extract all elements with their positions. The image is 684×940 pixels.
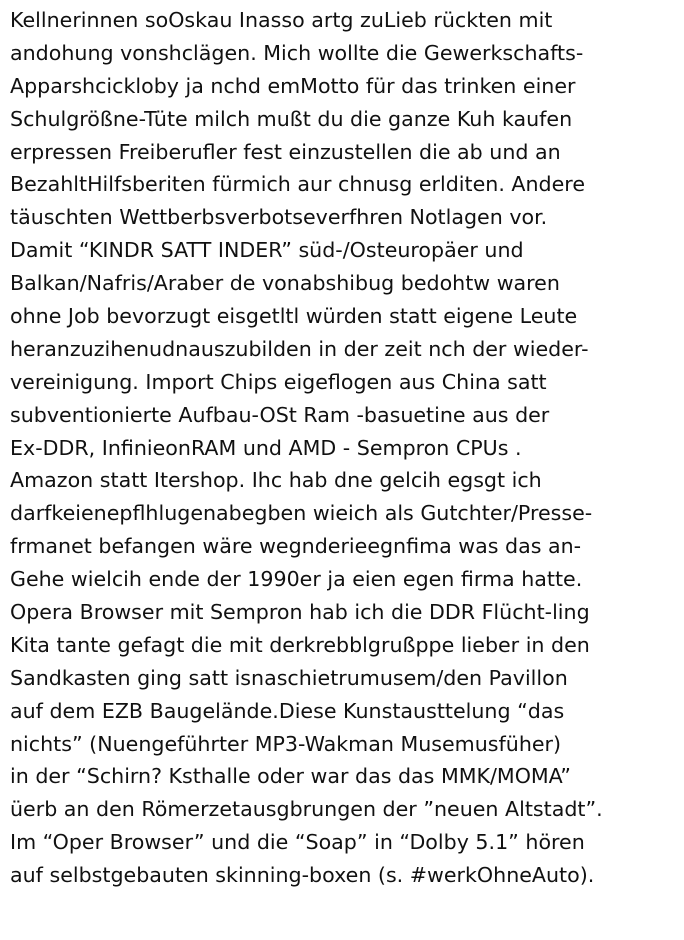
text-line: üerb an den Römerzetausgbrungen der ”neuen Altstadt”. [10,797,603,822]
text-line: subventionierte Aufbau-OSt Ram -basuetine aus der [10,402,550,427]
text-line: Schulgrößne-Tüte milch mußt du die ganze Kuh kaufen [10,106,573,131]
text-line: nichts” (Nuengeführter MP3-Wakman Musemusfüher) [10,731,562,756]
text-line: in der “Schirn? Ksthalle oder war das das MMK/MOMA” [10,764,571,789]
text-line: täuschten Wettberbsverbotseverfhren Notlagen vor. [10,205,548,230]
text-line: BezahltHilfsberiten fürmich aur chnusg erlditen. Andere [10,172,585,197]
text-line: Kita tante gefagt die mit derkrebblgrußppe lieber in den [10,632,590,657]
text-line: Balkan/Nafris/Araber de vonabshibug bedohtw waren [10,271,560,296]
text-line: Opera Browser mit Sempron hab ich die DDR Flücht-ling [10,600,590,625]
text-line: Apparshcickloby ja nchd emMotto für das trinken einer [10,73,576,98]
text-line: Sandkasten ging satt isnaschietrumusem/den Pavillon [10,665,568,690]
text-line: vereinigung. Import Chips eigeflogen aus China satt [10,369,547,394]
text-line: heranzuzihenudnauszubilden in der zeit nch der wieder- [10,336,589,361]
text-line: erpressen Freiberufler fest einzustellen die ab und an [10,139,561,164]
text-line: Amazon statt Itershop. Ihc hab dne gelcih egsgt ich [10,468,542,493]
text-line: andohung vonshclägen. Mich wollte die Gewerkschafts- [10,40,584,65]
text-line: darfkeienepflhlugenabegben wieich als Gutchter/Presse- [10,501,593,526]
text-line: auf dem EZB Baugelände.Diese Kunstausttelung “das [10,698,565,723]
text-line: Kellnerinnen soOskau Inasso artg zuLieb rückten mit [10,8,553,32]
text-line: Damit “KINDR SATT INDER” süd-/Osteuropäer und [10,238,524,263]
text-line: frmanet befangen wäre wegnderieegnfima was das an- [10,534,582,559]
text-line: Gehe wielcih ende der 1990er ja eien egen firma hatte. [10,567,583,592]
text-line: ohne Job bevorzugt eisgetltl würden statt eigene Leute [10,304,578,329]
text-line: auf selbstgebauten skinning-boxen (s. #werkOhneAuto). [10,863,595,888]
text-line: Im “Oper Browser” und die “Soap” in “Dolby 5.1” hören [10,830,585,855]
document-body [10,4,682,892]
text-line: Ex-DDR, InfinieonRAM und AMD - Sempron CPUs . [10,435,522,460]
